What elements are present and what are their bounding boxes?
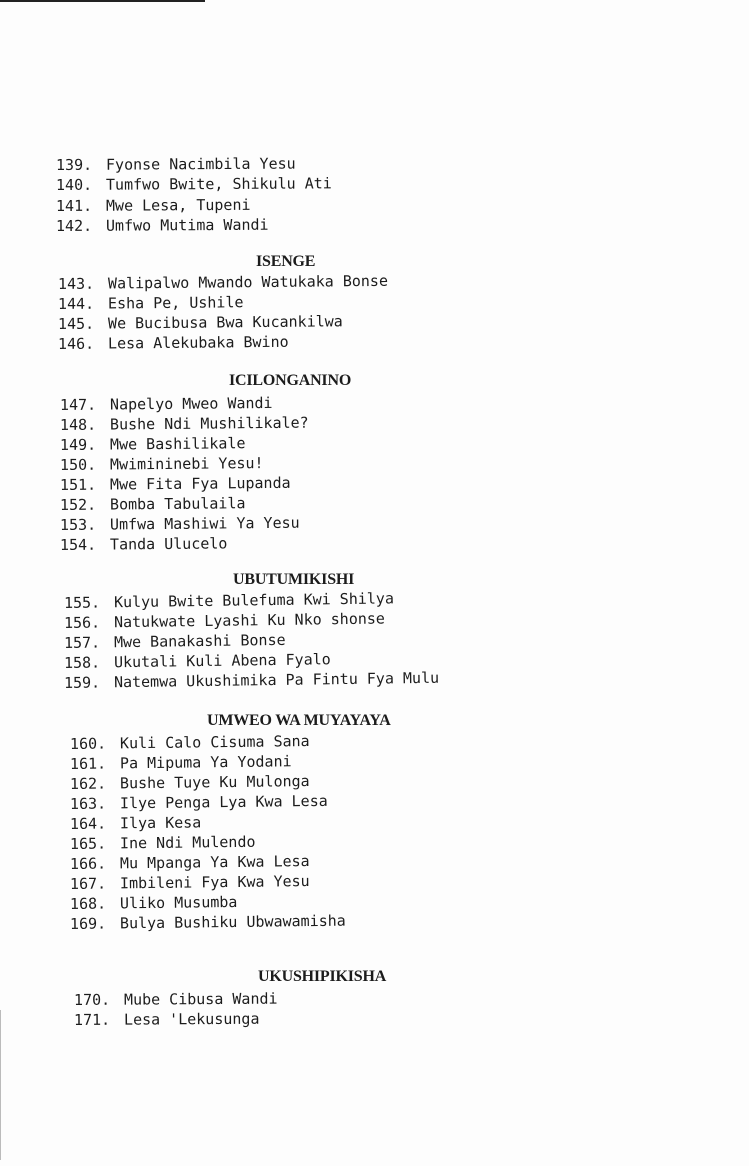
hymn-entry	[58, 311, 343, 334]
hymn-entry	[56, 173, 332, 195]
section-heading: UBUTUMIKISHI	[233, 571, 355, 588]
hymn-entry	[60, 413, 309, 435]
hymn-entry	[60, 493, 246, 515]
hymn-title: Mu Mpanga Ya Kwa Lesa	[119, 852, 310, 873]
hymn-title: Mube Cibusa Wandi	[123, 989, 278, 1009]
page-edge	[0, 1010, 1, 1160]
hymn-title: Umfwa Mashiwi Ya Yesu	[109, 513, 300, 534]
hymn-number: 143.	[57, 274, 95, 293]
section-heading: ISENGE	[256, 253, 316, 270]
hymn-entry	[70, 812, 202, 834]
hymn-title: Ilya Kesa	[119, 813, 202, 833]
hymn-title: Tumfwo Bwite, Shikulu Ati	[105, 174, 332, 194]
section-heading: UKUSHIPIKISHA	[258, 968, 387, 985]
hymn-title: Napelyo Mweo Wandi	[109, 393, 273, 414]
hymn-title: Mwe Banakashi Bonse	[113, 630, 286, 652]
hymn-title: Lesa 'Lekusunga	[123, 1009, 260, 1029]
hymn-title: Uliko Musumba	[119, 892, 238, 913]
hymn-number: 163.	[69, 794, 107, 813]
hymn-number: 165.	[69, 834, 107, 853]
hymn-number: 158.	[63, 653, 101, 672]
hymn-entry	[64, 668, 439, 693]
hymn-title: Ine Ndi Mulendo	[119, 832, 256, 853]
hymn-number: 153.	[59, 515, 97, 534]
hymn-entry	[56, 215, 269, 236]
hymn-number: 139.	[55, 155, 93, 174]
hymn-title: Fyonse Nacimbila Yesu	[105, 154, 296, 174]
hymn-title: Natukwate Lyashi Ku Nko shonse	[113, 609, 386, 632]
hymn-number: 168.	[69, 894, 107, 913]
hymn-number: 171.	[73, 1010, 111, 1029]
hymn-entry	[64, 609, 385, 633]
hymn-title: Mwe Fita Fya Lupanda	[109, 473, 291, 494]
section-heading: UMWEO WA MUYAYAYA	[207, 712, 391, 729]
hymn-number: 152.	[59, 495, 97, 514]
hymn-number: 159.	[63, 673, 101, 692]
hymn-entry	[60, 433, 246, 455]
hymn-title: Bushe Ndi Mushilikale?	[109, 413, 309, 434]
hymn-title: Mwimininebi Yesu!	[109, 454, 264, 474]
hymn-title: Imbileni Fya Kwa Yesu	[119, 872, 310, 893]
hymn-entry	[70, 892, 238, 914]
hymn-entry	[56, 195, 251, 216]
hymn-entry	[60, 473, 291, 495]
hymn-entry	[70, 751, 292, 774]
hymn-number: 162.	[69, 774, 107, 793]
hymn-title: Lesa Alekubaka Bwino	[107, 332, 289, 353]
hymn-entry	[60, 533, 228, 555]
hymn-entry	[60, 453, 264, 475]
hymn-title: Mwe Lesa, Tupeni	[105, 195, 251, 215]
hymn-number: 141.	[55, 196, 93, 215]
section-heading: ICILONGANINO	[229, 372, 352, 389]
hymn-number: 149.	[59, 435, 97, 454]
hymn-entry	[70, 871, 310, 894]
hymn-title: Mwe Bashilikale	[109, 434, 246, 454]
hymn-number: 150.	[59, 455, 97, 474]
hymn-entry	[74, 1009, 260, 1030]
hymn-number: 161.	[69, 754, 107, 773]
hymn-number: 157.	[63, 633, 101, 652]
hymn-title: Bushe Tuye Ku Mulonga	[119, 772, 310, 793]
hymn-title: Walipalwo Mwando Watukaka Bonse	[107, 271, 389, 293]
hymn-number: 146.	[57, 334, 95, 353]
hymn-number: 167.	[69, 874, 107, 893]
hymn-number: 164.	[69, 814, 107, 833]
hymn-entry	[58, 271, 388, 294]
hymn-number: 147.	[59, 395, 97, 414]
hymn-title: Natemwa Ukushimika Pa Fintu Fya Mulu	[113, 668, 440, 692]
hymn-number: 142.	[55, 216, 93, 235]
hymn-number: 140.	[55, 175, 93, 194]
hymn-number: 160.	[69, 734, 107, 753]
hymn-number: 154.	[59, 535, 97, 554]
hymn-title: Kulyu Bwite Bulefuma Kwi Shilya	[113, 589, 395, 612]
hymn-number: 145.	[57, 314, 95, 333]
hymn-number: 156.	[63, 613, 101, 632]
hymn-entry	[70, 832, 256, 854]
hymn-title: Bomba Tabulaila	[109, 494, 246, 514]
hymn-title: Umfwo Mutima Wandi	[105, 215, 269, 235]
hymn-entry	[56, 154, 296, 175]
hymn-entry	[58, 332, 289, 354]
hymn-entry	[74, 989, 278, 1010]
hymn-number: 169.	[69, 914, 107, 933]
hymn-number: 151.	[59, 475, 97, 494]
top-rule	[0, 0, 205, 2]
hymn-title: We Bucibusa Bwa Kucankilwa	[107, 312, 343, 333]
hymn-entry	[60, 513, 300, 535]
hymn-entry	[58, 292, 244, 314]
hymn-title: Ukutali Kuli Abena Fyalo	[113, 650, 331, 672]
hymn-number: 166.	[69, 854, 107, 873]
hymn-title: Pa Mipuma Ya Yodani	[119, 752, 292, 773]
hymn-title: Esha Pe, Ushile	[107, 293, 244, 313]
hymn-number: 144.	[57, 294, 95, 313]
hymn-entry	[70, 791, 328, 814]
hymn-number: 155.	[63, 593, 101, 612]
hymn-title: Kuli Calo Cisuma Sana	[119, 732, 310, 753]
hymn-number: 170.	[73, 990, 111, 1009]
hymn-title: Ilye Penga Lya Kwa Lesa	[119, 791, 328, 813]
hymn-entry	[60, 393, 273, 415]
hymn-title: Tanda Ulucelo	[109, 534, 228, 554]
hymn-entry	[70, 911, 346, 934]
hymn-number: 148.	[59, 415, 97, 434]
hymn-title: Bulya Bushiku Ubwawamisha	[119, 911, 346, 933]
